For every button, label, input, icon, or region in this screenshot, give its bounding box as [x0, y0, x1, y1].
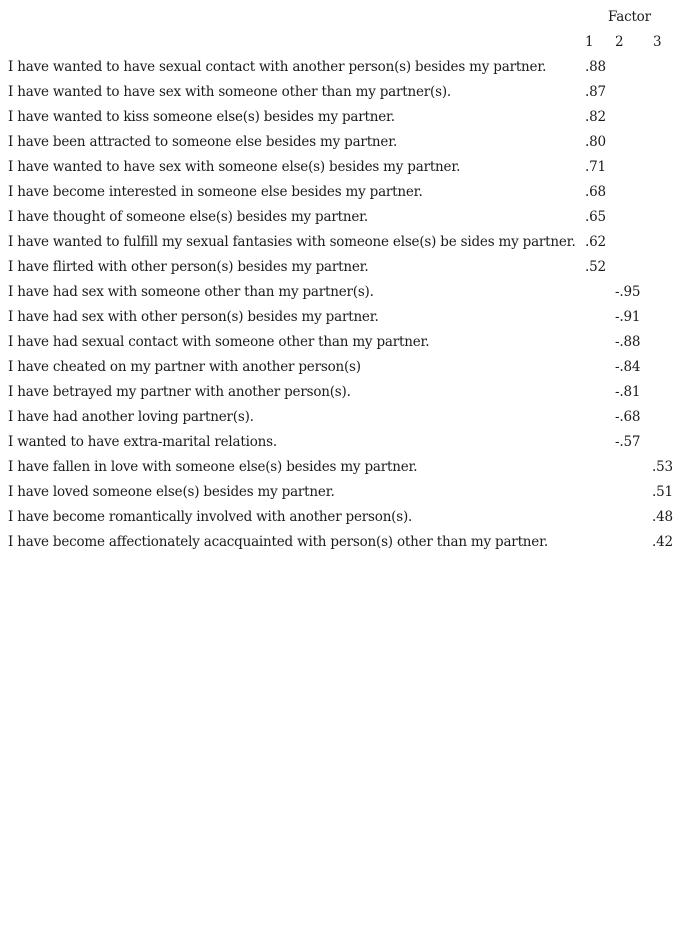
factor-header: Factor — [608, 9, 651, 25]
factor-2-loading: -.91 — [615, 309, 641, 325]
item-text: I have betrayed my partner with another person(s). — [8, 384, 351, 400]
table-row — [0, 283, 683, 308]
item-text: I have flirted with other person(s) besides my partner. — [8, 259, 369, 275]
factor-1-loading: .87 — [585, 84, 606, 100]
table-row — [0, 58, 683, 83]
factor-2-loading: -.81 — [615, 384, 641, 400]
table-row — [0, 508, 683, 533]
table-row — [0, 433, 683, 458]
table-row — [0, 358, 683, 383]
factor-2-loading: -.84 — [615, 359, 641, 375]
factor-1-loading: .65 — [585, 209, 606, 225]
item-text: I wanted to have extra-marital relations. — [8, 434, 277, 450]
item-text: I have become romantically involved with another person(s). — [8, 509, 413, 525]
table-row — [0, 133, 683, 158]
table-row — [0, 458, 683, 483]
factor-1-loading: .71 — [585, 159, 606, 175]
factor-1-loading: .88 — [585, 59, 606, 75]
factor-2-loading: -.57 — [615, 434, 641, 450]
table-row — [0, 483, 683, 508]
factor-1-loading: .82 — [585, 109, 606, 125]
factor-3-loading: .42 — [652, 534, 673, 550]
item-text: I have wanted to have sexual contact with another person(s) besides my partner. — [8, 59, 547, 75]
factor-1-loading: .80 — [585, 134, 606, 150]
factor-2-loading: -.88 — [615, 334, 641, 350]
column-header-1: 1 — [585, 34, 594, 50]
item-text: I have wanted to have sex with someone other than my partner(s). — [8, 84, 451, 100]
item-text: I have had sex with someone other than my partner(s). — [8, 284, 374, 300]
column-header-3: 3 — [653, 34, 662, 50]
factor-1-loading: .62 — [585, 234, 606, 250]
item-text: I have cheated on my partner with another person(s) — [8, 359, 361, 375]
table-row — [0, 108, 683, 133]
item-text: I have fallen in love with someone else(s) besides my partner. — [8, 459, 418, 475]
item-text: I have had sex with other person(s) besides my partner. — [8, 309, 379, 325]
table-row — [0, 83, 683, 108]
table-row — [0, 533, 683, 558]
item-text: I have become affectionately acacquainted with person(s) other than my partner. — [8, 534, 548, 550]
factor-3-loading: .51 — [652, 484, 673, 500]
factor-1-loading: .68 — [585, 184, 606, 200]
factor-1-loading: .52 — [585, 259, 606, 275]
table-row — [0, 408, 683, 433]
item-text: I have had sexual contact with someone other than my partner. — [8, 334, 430, 350]
item-text: I have been attracted to someone else besides my partner. — [8, 134, 398, 150]
item-text: I have loved someone else(s) besides my partner. — [8, 484, 335, 500]
table-row — [0, 208, 683, 233]
table-row — [0, 258, 683, 283]
factor-2-loading: -.95 — [615, 284, 641, 300]
table-row — [0, 333, 683, 358]
factor-3-loading: .53 — [652, 459, 673, 475]
item-text: I have wanted to have sex with someone else(s) besides my partner. — [8, 159, 461, 175]
item-text: I have wanted to fulfill my sexual fantasies with someone else(s) be sides my partner. — [8, 234, 576, 250]
table-row — [0, 158, 683, 183]
table-row — [0, 183, 683, 208]
factor-3-loading: .48 — [652, 509, 673, 525]
item-text: I have wanted to kiss someone else(s) besides my partner. — [8, 109, 395, 125]
item-text: I have had another loving partner(s). — [8, 409, 254, 425]
item-text: I have thought of someone else(s) besides my partner. — [8, 209, 368, 225]
table-row — [0, 233, 683, 258]
factor-2-loading: -.68 — [615, 409, 641, 425]
table-row — [0, 383, 683, 408]
column-header-2: 2 — [615, 34, 624, 50]
table-row — [0, 308, 683, 333]
item-text: I have become interested in someone else besides my partner. — [8, 184, 423, 200]
